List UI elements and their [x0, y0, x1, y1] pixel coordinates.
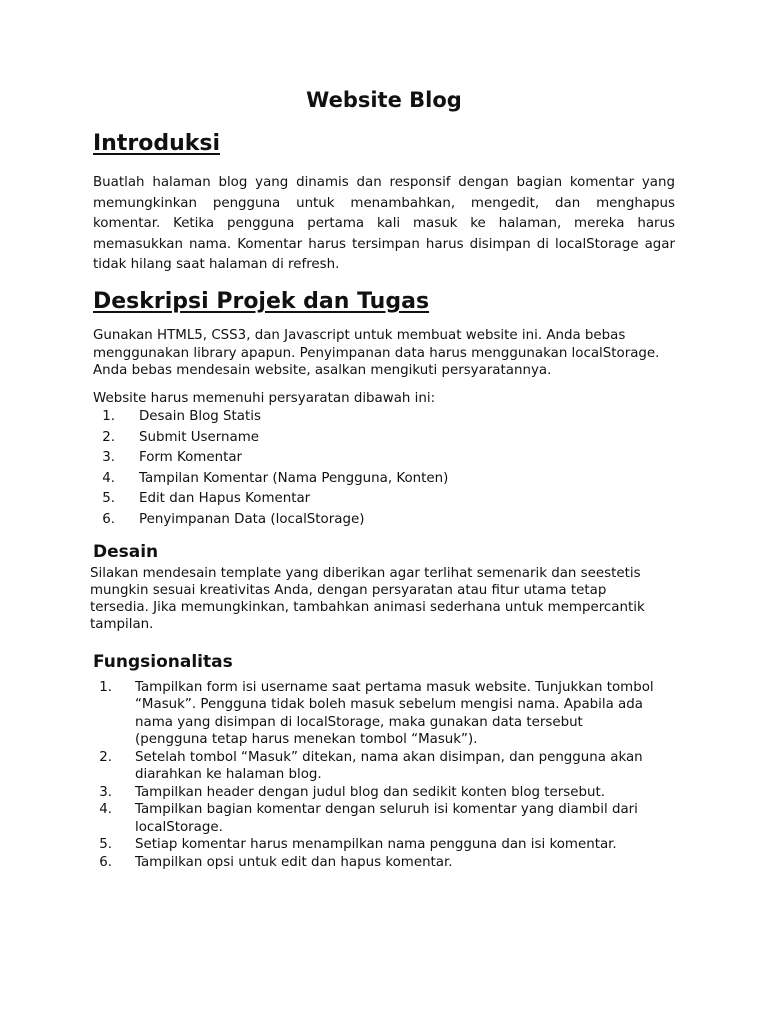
list-number: 3.	[99, 784, 112, 800]
list-text: Tampilkan form isi username saat pertama masuk website. Tunjukkan tombol “Masuk”. Pengguna tidak boleh masuk sebelum mengisi nama. Apabila ada nama yang disimpan di localStorage, maka gunakan data tersebut (pengguna tetap harus menekan tombol “Masuk”).	[135, 680, 654, 747]
list-number: 2.	[99, 749, 112, 765]
functionality-heading: Fungsionalitas	[93, 652, 233, 672]
list-number: 1.	[99, 680, 112, 695]
list-item	[93, 679, 655, 748]
list-item	[93, 469, 448, 490]
list-item	[93, 801, 655, 836]
functionality-list	[93, 679, 663, 872]
list-number: 6.	[99, 854, 112, 870]
design-line: mungkin sesuai kreativitas Anda, dengan persyaratan atau fitur utama tetap	[90, 583, 607, 598]
intro-line: memungkinkan pengguna untuk menambahkan, mengedit, dan menghapus komentar.	[93, 195, 675, 232]
list-text: Edit dan Hapus Komentar	[139, 491, 311, 507]
intro-line: halaman di refresh.	[208, 257, 340, 273]
intro-paragraph	[93, 173, 675, 276]
list-number: 4.	[99, 802, 112, 818]
list-number: 1.	[102, 409, 115, 424]
design-line: tersedia. Jika memungkinkan, tambahkan animasi sederhana untuk mempercantik	[90, 600, 645, 615]
design-line: tampilan.	[90, 617, 154, 632]
list-item	[93, 749, 655, 784]
list-number: 3.	[102, 450, 115, 466]
list-text: Form Komentar	[139, 450, 243, 466]
list-item	[93, 836, 655, 853]
design-heading: Desain	[93, 542, 159, 562]
project-line: Gunakan HTML5, CSS3, dan Javascript untuk membuat website ini. Anda bebas	[93, 328, 626, 343]
list-text: Tampilkan bagian komentar dengan seluruh isi komentar yang diambil dari localStorage.	[135, 802, 638, 835]
list-item	[93, 428, 448, 449]
list-text: Tampilan Komentar (Nama Pengguna, Konten)	[139, 470, 449, 486]
intro-line: Ketika pengguna pertama kali masuk ke halaman, mereka harus memasukkan nama.	[93, 216, 675, 252]
project-heading: Deskripsi Projek dan Tugas	[93, 289, 430, 314]
list-item	[93, 510, 448, 531]
list-text: Desain Blog Statis	[139, 409, 261, 424]
list-item	[93, 489, 448, 510]
list-number: 5.	[99, 837, 112, 853]
list-number: 4.	[102, 470, 115, 486]
requirements-list	[93, 407, 448, 531]
list-text: Setiap komentar harus menampilkan nama pengguna dan isi komentar.	[135, 837, 617, 853]
project-line: menggunakan library apapun. Penyimpanan data harus menggunakan localStorage.	[93, 345, 660, 361]
list-item	[93, 784, 655, 801]
list-item	[93, 407, 448, 428]
list-text: Tampilkan opsi untuk edit dan hapus komentar.	[135, 854, 453, 870]
list-text: Submit Username	[139, 429, 260, 445]
design-paragraph	[90, 565, 672, 633]
list-number: 2.	[102, 429, 115, 445]
project-line: Anda bebas mendesain website, asalkan mengikuti persyaratannya.	[93, 363, 552, 378]
design-line: Silakan mendesain template yang diberikan agar terlihat semenarik dan seestetis	[90, 566, 641, 581]
list-number: 6.	[102, 511, 115, 527]
list-number: 5.	[102, 491, 115, 507]
document-title: Website Blog	[306, 88, 462, 112]
intro-line: Komentar harus tersimpan harus disimpan di localStorage agar tidak hilang saat	[93, 236, 676, 273]
list-text: Penyimpanan Data (localStorage)	[139, 511, 365, 527]
list-item	[93, 448, 448, 469]
list-text: Setelah tombol “Masuk” ditekan, nama akan disimpan, dan pengguna akan diarahkan ke halaman blog.	[135, 749, 643, 782]
project-paragraph	[93, 327, 675, 380]
intro-heading: Introduksi	[93, 131, 221, 156]
intro-line: Buatlah halaman blog yang dinamis dan responsif dengan bagian komentar yang	[93, 175, 675, 190]
list-item	[93, 854, 655, 871]
list-text: Tampilkan header dengan judul blog dan sedikit konten blog tersebut.	[135, 784, 605, 800]
requirements-intro: Website harus memenuhi persyaratan dibawah ini:	[93, 391, 436, 406]
